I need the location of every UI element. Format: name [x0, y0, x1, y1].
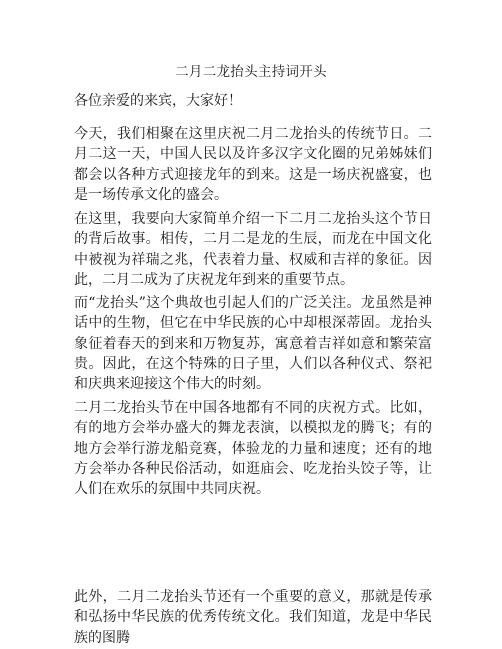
paragraph-dragon-raising-meaning: 而“龙抬头”这个典故也引起人们的广泛关注。龙虽然是神话中的生物，但它在中华民族的心中却根深蒂固。龙抬头象征着春天的到来和万物复苏，寓意着吉祥如意和繁荣富贵。因此，在这个特殊的日子里，人们以各种仪式、祭祀和庆典来迎接这个伟大的时刻。 — [74, 295, 432, 393]
paragraph-regional-celebrations: 二月二龙抬头节在中国各地都有不同的庆祝方式。比如，有的地方会举办盛大的舞龙表演，以模拟龙的腾飞；有的地方会举行游龙船竞赛，体验龙的力量和速度；还有的地方会举办各种民俗活动，如逛庙会、吃龙抬头饺子等，让人们在欢乐的氛围中共同庆祝。 — [74, 400, 432, 498]
paragraph-intro: 今天，我们相聚在这里庆祝二月二龙抬头的传统节日。二月二这一天，中国人民以及许多汉字文化圈的兄弟姊妹们都会以各种方式迎接龙年的到来。这是一场庆祝盛宴，也是一场传承文化的盛会。 — [74, 126, 432, 203]
paragraph-background-story: 在这里，我要向大家简单介绍一下二月二龙抬头这个节日的背后故事。相传，二月二是龙的生辰，而龙在中国文化中被视为祥瑞之兆，代表着力量、权威和吉祥的象征。因此，二月二成为了庆祝龙年到来的重要节点。 — [74, 211, 432, 288]
greeting-line: 各位亲爱的来宾，大家好！ — [74, 93, 242, 109]
paragraph-cultural-heritage: 此外，二月二龙抬头节还有一个重要的意义，那就是传承和弘扬中华民族的优秀传统文化。我们知道，龙是中华民族的图腾 — [74, 589, 432, 646]
document-title: 二月二龙抬头主持词开头 — [175, 64, 327, 80]
